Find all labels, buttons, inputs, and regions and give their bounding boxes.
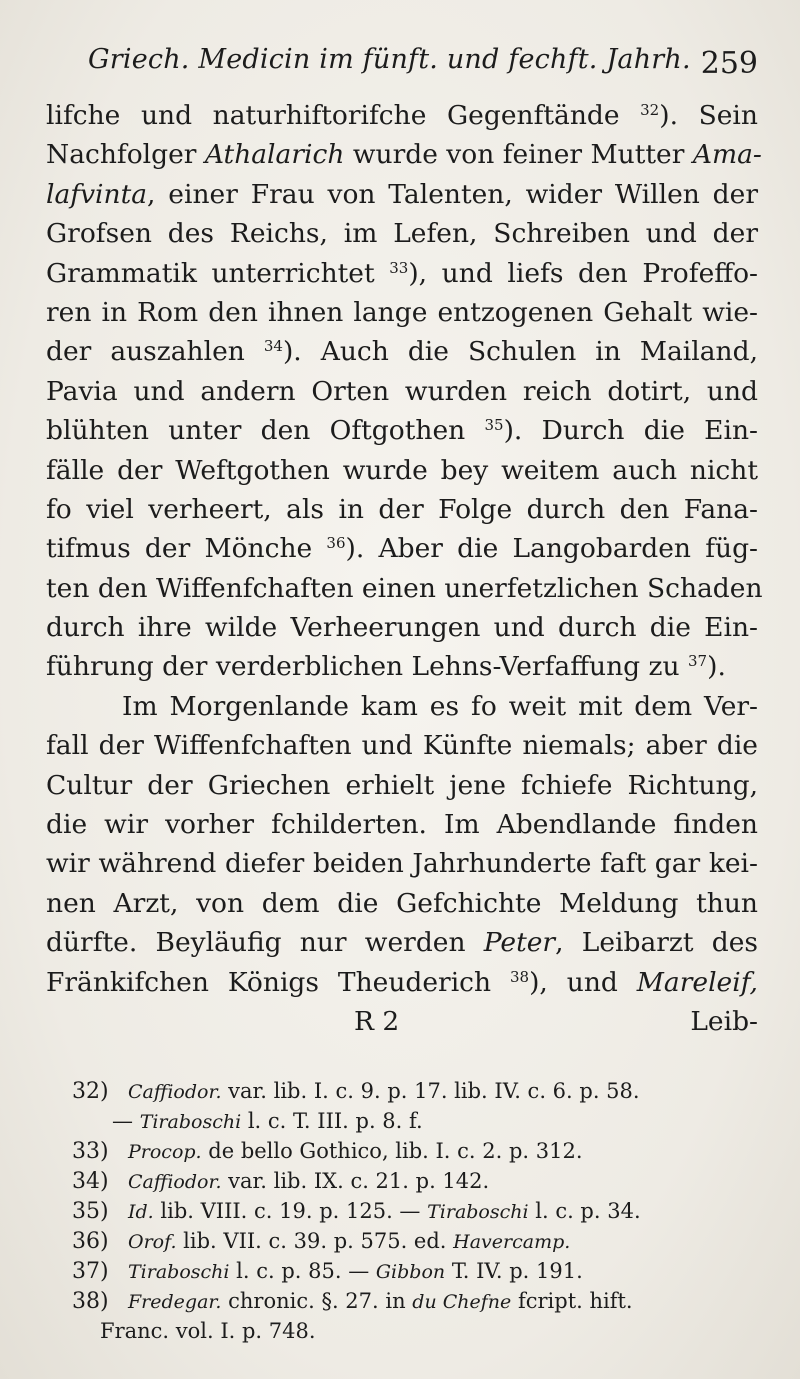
footnote-number: 38) (72, 1289, 109, 1314)
text-line: nen Arzt, von dem die Gefchichte Meldung thun (46, 887, 758, 919)
catchword: Leib- (690, 1005, 758, 1037)
footnote: 32) Caffiodor. var. lib. I. c. 9. p. 17. lib. IV. c. 6. p. 58. (72, 1076, 762, 1106)
text-line: blühten unter den Oftgothen $^{35}$). Durch die Ein- (46, 415, 758, 447)
page-number: 259 (700, 46, 758, 81)
footnote-number: 36) (72, 1229, 109, 1254)
text-line: Fränkifchen Königs Theuderich $^{38}$), und Mareleif, (46, 966, 758, 998)
footnote: 38) Fredegar. chronic. §. 27. in du Chefne fcript. hift. (72, 1286, 762, 1316)
footnote-continuation: — Tiraboschi l. c. T. III. p. 8. f. (112, 1109, 423, 1133)
text-line: fo viel verheert, als in der Folge durch den Fana- (46, 493, 758, 525)
footnote-ref: 33 (389, 258, 409, 277)
person-name: Athalarich (204, 139, 345, 171)
footnotes (72, 1076, 762, 1346)
person-name: Peter (483, 927, 556, 959)
footnote-ref: 37 (688, 652, 708, 671)
page-header (88, 40, 764, 84)
text-line: tifmus der Mönche $^{36}$). Aber die Langobarden füg- (46, 533, 758, 565)
footnote: 34) Caffiodor. var. lib. IX. c. 21. p. 142. (72, 1166, 762, 1196)
text-line: dürfte. Beyläufig nur werden Peter, Leibarzt des (46, 927, 758, 959)
footnote-number: 34) (72, 1169, 109, 1194)
person-name: lafvinta (46, 178, 148, 210)
footnote-ref: 38 (510, 967, 530, 986)
body-text (46, 96, 763, 1042)
running-head: Griech. Medicin im fünft. und fechft. Jahrh. (88, 44, 691, 75)
person-name: Ama- (692, 139, 762, 171)
text-line: Grofsen des Reichs, im Lefen, Schreiben und der (46, 218, 758, 250)
text-line: Pavia und andern Orten wurden reich dotirt, und (46, 375, 758, 407)
text-line: Nachfolger Athalarich wurde von feiner Mutter Ama- (46, 139, 762, 171)
text-line: wir während diefer beiden Jahrhunderte faft gar kei- (46, 848, 758, 880)
footnote-ref: 36 (326, 534, 346, 553)
signature-mark: R 2 (354, 1005, 400, 1037)
text-line: lafvinta, einer Frau von Talenten, wider Willen der (46, 178, 758, 210)
text-line: durch ihre wilde Verheerungen und durch die Ein- (46, 612, 758, 644)
footnote: 35) Id. lib. VIII. c. 19. p. 125. — Tiraboschi l. c. p. 34. (72, 1196, 762, 1226)
text-line: fall der Wiffenfchaften und Künfte niemals; aber die (46, 730, 758, 762)
footnote-number: 32) (72, 1079, 109, 1104)
footnote-ref: 32 (640, 101, 660, 119)
text-line: Grammatik unterrichtet $^{33}$), und liefs den Profeffo- (46, 257, 758, 289)
text-line: der auszahlen $^{34}$). Auch die Schulen in Mailand, (46, 336, 758, 368)
footnote: 37) Tiraboschi l. c. p. 85. — Gibbon T. IV. p. 191. (72, 1256, 762, 1286)
text-line: lifche und naturhiftorifche Gegenftände $^{32}$). Sein (46, 100, 758, 131)
footnote-number: 33) (72, 1139, 109, 1164)
text-line: ten den Wiffenfchaften einen unerfetzlichen Schaden (46, 572, 763, 604)
text-line: ren in Rom den ihnen lange entzogenen Gehalt wie- (46, 296, 758, 328)
text-line: Im Morgenlande kam es fo weit mit dem Ver- (122, 690, 758, 722)
footnote: 33) Procop. de bello Gothico, lib. I. c. 2. p. 312. (72, 1136, 762, 1166)
text-line: führung der verderblichen Lehns-Verfaffung zu $^{37}$). (46, 651, 726, 683)
text-line: fälle der Weftgothen wurde bey weitem auch nicht (46, 454, 758, 486)
footnote-ref: 35 (484, 416, 504, 435)
text-line: Cultur der Griechen erhielt jene fchiefe Richtung, (46, 769, 758, 801)
footnote-continuation: Franc. vol. I. p. 748. (100, 1319, 316, 1343)
footnote-ref: 34 (263, 337, 283, 356)
text-line: die wir vorher fchilderten. Im Abendlande finden (46, 809, 758, 841)
footnote: 36) Orof. lib. VII. c. 39. p. 575. ed. Havercamp. (72, 1226, 762, 1256)
person-name: Mareleif, (636, 966, 758, 998)
footnote-number: 37) (72, 1259, 109, 1284)
signature-line (46, 1002, 758, 1042)
footnote-number: 35) (72, 1199, 109, 1224)
